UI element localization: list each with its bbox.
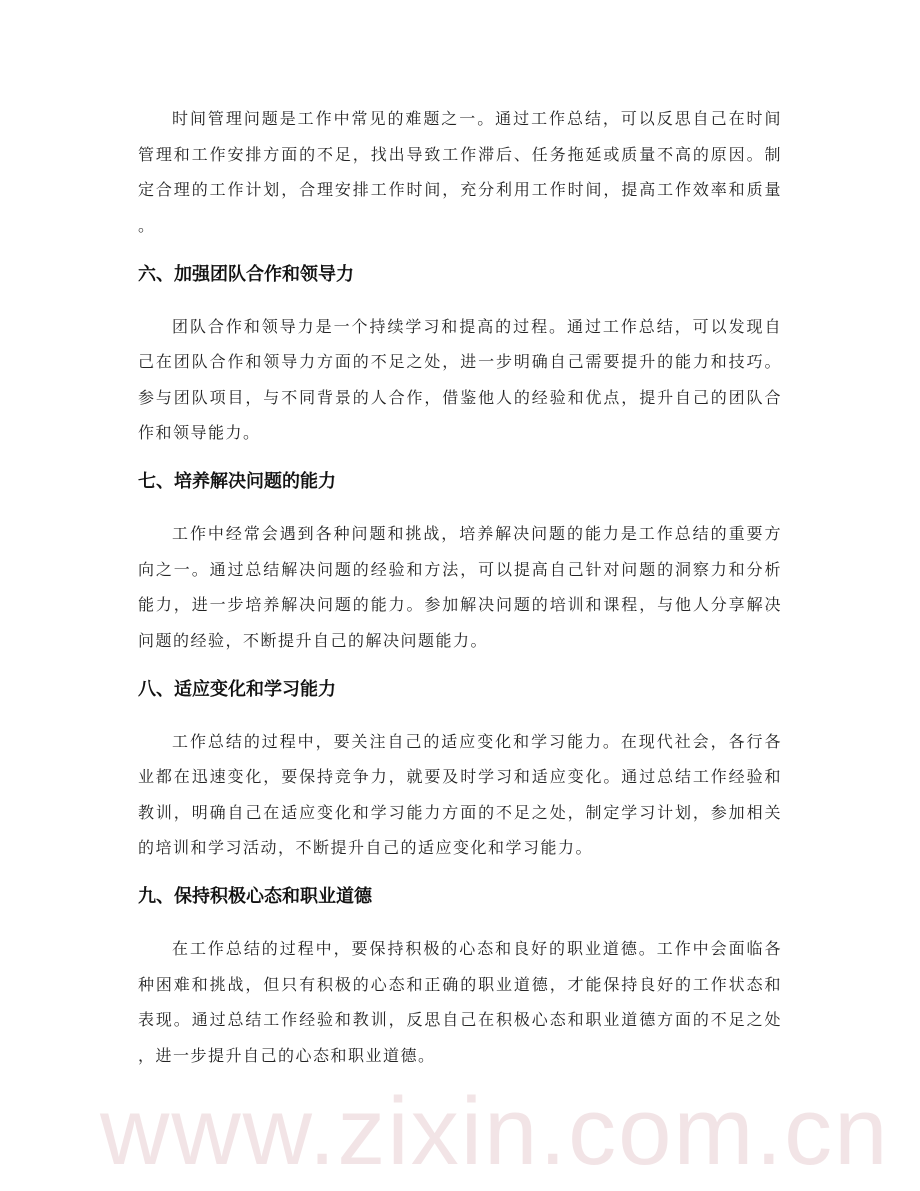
- paragraph-line: 作和领导能力。: [138, 423, 261, 442]
- paragraph-line: 在工作总结的过程中，要保持积极的心态和良好的职业道德。工作中会面临各: [172, 939, 782, 958]
- paragraph: [138, 931, 782, 1073]
- paragraph-line: 能力，进一步培养解决问题的能力。参加解决问题的培训和课程，与他人分享解决: [138, 595, 782, 614]
- watermark: www.zixin.com.cn: [100, 1078, 890, 1185]
- section: [138, 464, 782, 658]
- paragraph-line: 向之一。通过总结解决问题的经验和方法，可以提高自己针对问题的洞察力和分析: [138, 559, 782, 579]
- paragraph-line: 问题的经验，不断提升自己的解决问题能力。: [138, 630, 489, 650]
- section-heading: 七、培养解决问题的能力: [138, 471, 336, 492]
- paragraph-line: 种困难和挑战，但只有积极的心态和正确的职业道德，才能保持良好的工作状态和: [138, 974, 782, 994]
- paragraph-line: 业都在迅速变化，要保持竞争力，就要及时学习和适应变化。通过总结工作经验和: [138, 767, 782, 786]
- paragraph-line: 的培训和学习活动，不断提升自己的适应变化和学习能力。: [138, 838, 594, 857]
- paragraph-line: 工作总结的过程中，要关注自己的适应变化和学习能力。在现代社会，各行各: [172, 731, 782, 751]
- section: [138, 879, 782, 1073]
- paragraph-line: 管理和工作安排方面的不足，找出导致工作滞后、任务拖延或质量不高的原因。制: [138, 144, 782, 164]
- paragraph: [138, 101, 782, 243]
- section-heading: 六、加强团队合作和领导力: [138, 263, 354, 285]
- paragraph: [138, 724, 782, 866]
- paragraph-line: 工作中经常会遇到各种问题和挑战，培养解决问题的能力是工作总结的重要方: [172, 524, 782, 543]
- paragraph-line: 团队合作和领导力是一个持续学习和提高的过程。通过工作总结，可以发现自: [172, 316, 782, 336]
- paragraph: [138, 516, 782, 658]
- section: [138, 257, 782, 451]
- section: [138, 672, 782, 866]
- paragraph-line: 定合理的工作计划，合理安排工作时间，充分利用工作时间，提高工作效率和质量: [138, 180, 782, 199]
- paragraph-line: 己在团队合作和领导力方面的不足之处，进一步明确自己需要提升的能力和技巧。: [138, 352, 782, 371]
- document-body: [138, 101, 782, 1073]
- section-heading: 九、保持积极心态和职业道德: [138, 886, 372, 907]
- section-heading: 八、适应变化和学习能力: [138, 678, 336, 700]
- paragraph-line: 时间管理问题是工作中常见的难题之一。通过工作总结，可以反思自己在时间: [172, 109, 782, 128]
- paragraph-line: 教训，明确自己在适应变化和学习能力方面的不足之处，制定学习计划，参加相关: [138, 802, 782, 822]
- paragraph-line: 表现。通过总结工作经验和教训，反思自己在积极心态和职业道德方面的不足之处: [138, 1010, 782, 1029]
- paragraph-line: 参与团队项目，与不同背景的人合作，借鉴他人的经验和优点，提升自己的团队合: [138, 387, 782, 407]
- paragraph-line: 。: [138, 215, 156, 235]
- paragraph: [138, 309, 782, 451]
- section: [138, 101, 782, 243]
- paragraph-line: ，进一步提升自己的心态和职业道德。: [138, 1045, 436, 1065]
